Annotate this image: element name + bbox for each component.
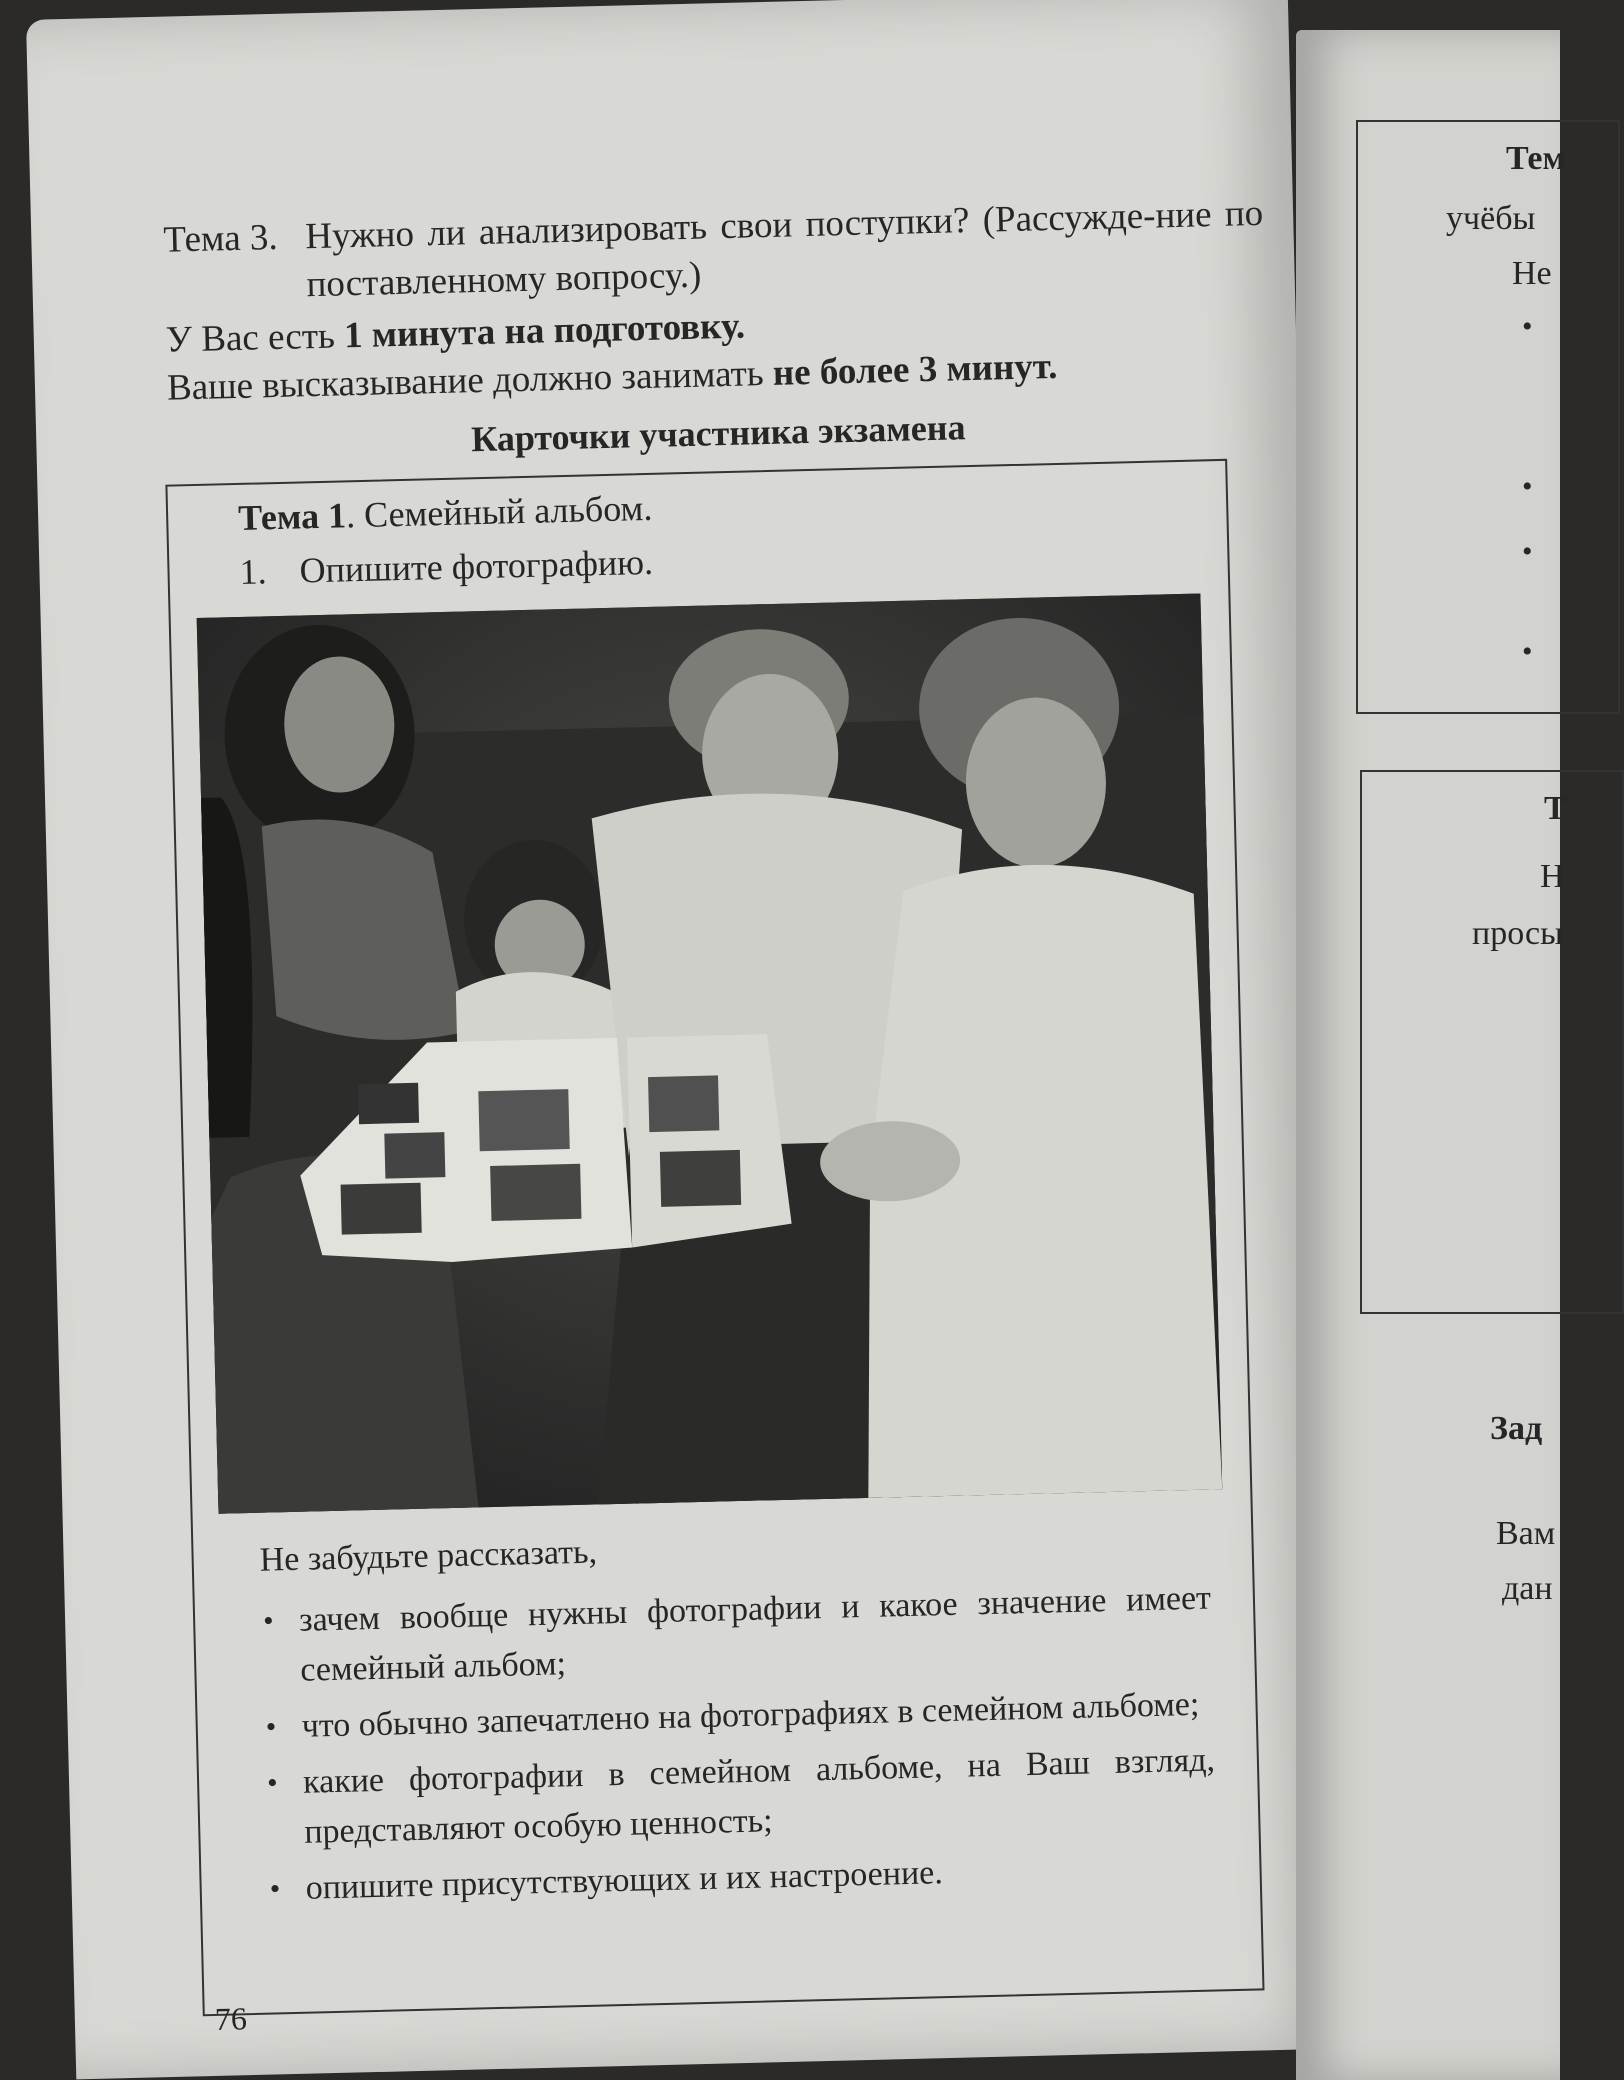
list-item	[265, 1735, 1217, 1858]
fragment-questions: просы	[1472, 915, 1563, 952]
topic3-text: Нужно ли анализировать свои поступки? (Рассужде-ние по поставленному вопросу.)	[304, 192, 1264, 306]
duration-prefix: Ваше высказывание должно занимать	[166, 352, 774, 409]
page-header	[163, 190, 1269, 471]
reminder-text: какие фотографии в семейном альбоме, на Ваш взгляд, представляют особую ценность;	[302, 1741, 1216, 1851]
exam-card	[165, 459, 1264, 2016]
card-title-bold: Тема 1	[237, 495, 347, 538]
reminders	[259, 1512, 1218, 1921]
bullet-icon: •	[1522, 470, 1533, 503]
reminder-text: опишите присутствующих и их настроение.	[305, 1854, 944, 1907]
bullet-icon: •	[265, 1710, 277, 1744]
card-title-rest: . Семейный альбом.	[345, 487, 653, 536]
fragment-task: Зад	[1490, 1410, 1543, 1447]
right-page	[1296, 30, 1567, 2080]
cards-title: Карточки участника экзамена	[470, 407, 966, 460]
card-title	[238, 487, 653, 539]
bullet-icon: •	[266, 1766, 279, 1800]
reminder-list	[261, 1574, 1218, 1915]
family-album-photo	[197, 593, 1223, 1513]
task-text: Опишите фотографию.	[299, 541, 654, 591]
task-1	[239, 541, 653, 593]
task-number: 1.	[239, 551, 268, 592]
reminder-text: зачем вообще нужны фотографии и какое значение имеет семейный альбом;	[298, 1579, 1212, 1689]
right-card-middle	[1360, 770, 1624, 1314]
bullet-icon: •	[1522, 535, 1533, 568]
preparation-prefix: У Вас есть	[165, 315, 345, 361]
reminder-intro: Не забудьте рассказать,	[259, 1533, 598, 1579]
preparation-bold: 1 минута на подготовку.	[343, 305, 746, 357]
bullet-icon: •	[1522, 310, 1533, 343]
bullet-icon: •	[262, 1604, 275, 1638]
duration-bold: не более 3 минут.	[772, 345, 1058, 394]
fragment-study: учёбы	[1446, 200, 1536, 237]
fragment-n: Н	[1540, 858, 1565, 895]
list-item	[261, 1574, 1213, 1697]
topic3-label: Тема 3.	[162, 216, 279, 261]
page-number: 76	[214, 2000, 248, 2037]
fragment-given: дан	[1502, 1570, 1553, 1607]
photo-illustration	[197, 593, 1223, 1513]
fragment-ne: Не	[1512, 255, 1552, 292]
fragment-t: Т	[1544, 790, 1567, 827]
left-page	[26, 0, 1338, 2079]
fragment-you: Вам	[1496, 1515, 1556, 1552]
fragment-topic: Тем	[1506, 140, 1566, 177]
bullet-icon: •	[269, 1872, 281, 1906]
reminder-text: что обычно запечатлено на фотографиях в семейном альбоме;	[301, 1685, 1200, 1745]
bullet-icon: •	[1522, 635, 1533, 668]
